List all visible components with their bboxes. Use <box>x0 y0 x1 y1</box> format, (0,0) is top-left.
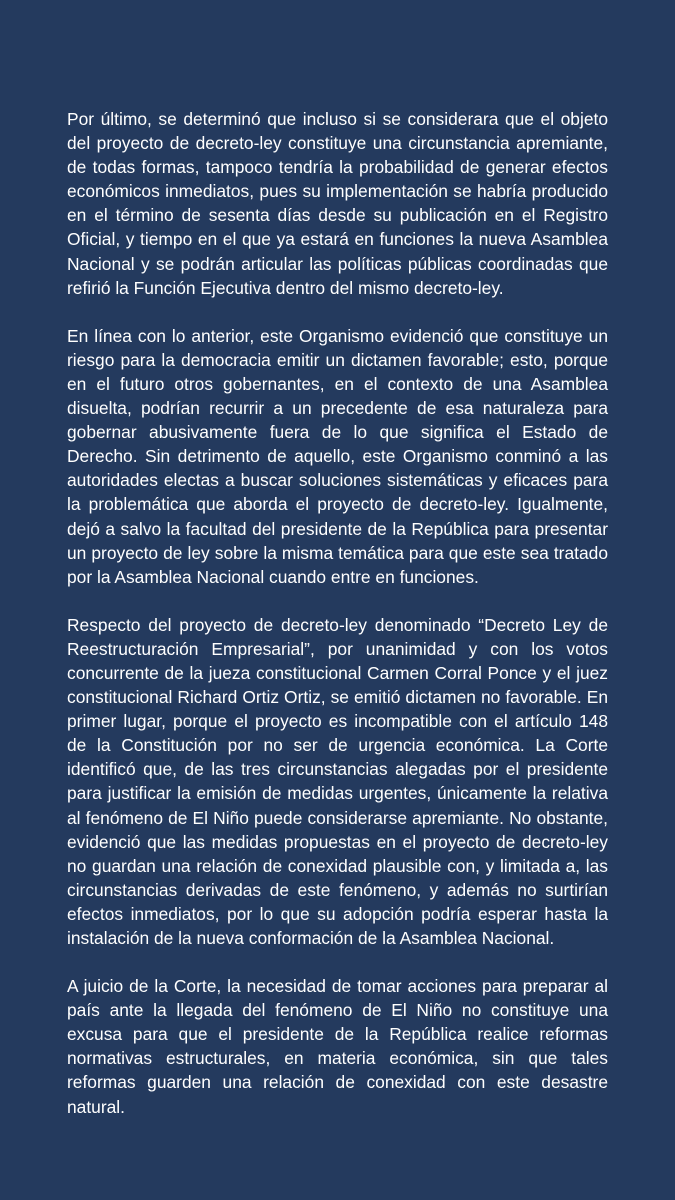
paragraph-4: A juicio de la Corte, la necesidad de tomar acciones para preparar al país ante la llegada del fenómeno de El Niño no constituye una excusa para que el presidente de la República realice reformas normativas estructurales, en materia económica, sin que tales reformas guarden una relación de conexidad con este desastre natural. <box>67 976 608 1117</box>
paragraph-1: Por último, se determinó que incluso si se considerara que el objeto del proyecto de decreto-ley constituye una circunstancia apremiante, de todas formas, tampoco tendría la probabilidad de generar efectos económicos inmediatos, pues su implementación se habría producido en el término de sesenta días desde su publicación en el Registro Oficial, y tiempo en el que ya estará en funciones la nueva Asamblea Nacional y se podrán articular las políticas públicas coordinadas que refirió la Función Ejecutiva dentro del mismo decreto-ley. <box>67 109 608 298</box>
paragraph-2: En línea con lo anterior, este Organismo evidenció que constituye un riesgo para la democracia emitir un dictamen favorable; esto, porque en el futuro otros gobernantes, en el contexto de una Asamblea disuelta, podrían recurrir a un precedente de esa naturaleza para gobernar abusivamente fuera de lo que significa el Estado de Derecho. Sin detrimento de aquello, este Organismo conminó a las autoridades electas a buscar soluciones sistemáticas y eficaces para la problemática que aborda el proyecto de decreto-ley. Igualmente, dejó a salvo la facultad del presidente de la República para presentar un proyecto de ley sobre la misma temática para que este sea tratado por la Asamblea Nacional cuando entre en funciones. <box>67 325 608 587</box>
paragraph-3: Respecto del proyecto de decreto-ley denominado “Decreto Ley de Reestructuración Empresarial”, por unanimidad y con los votos concurrente de la jueza constitucional Carmen Corral Ponce y el juez constitucional Richard Ortiz Ortiz, se emitió dictamen no favorable. En primer lugar, porque el proyecto es incompatible con el artículo 148 de la Constitución por no ser de urgencia económica. La Corte identificó que, de las tres circunstancias alegadas por el presidente para justificar la emisión de medidas urgentes, únicamente la relativa al fenómeno de El Niño puede considerarse apremiante. No obstante, evidenció que las medidas propuestas en el proyecto de decreto-ley no guardan una relación de conexidad plausible con, y limitada a, las circunstancias derivadas de este fenómeno, y además no surtirían efectos inmediatos, por lo que su adopción podría esperar hasta la instalación de la nueva conformación de la Asamblea Nacional. <box>67 614 608 948</box>
